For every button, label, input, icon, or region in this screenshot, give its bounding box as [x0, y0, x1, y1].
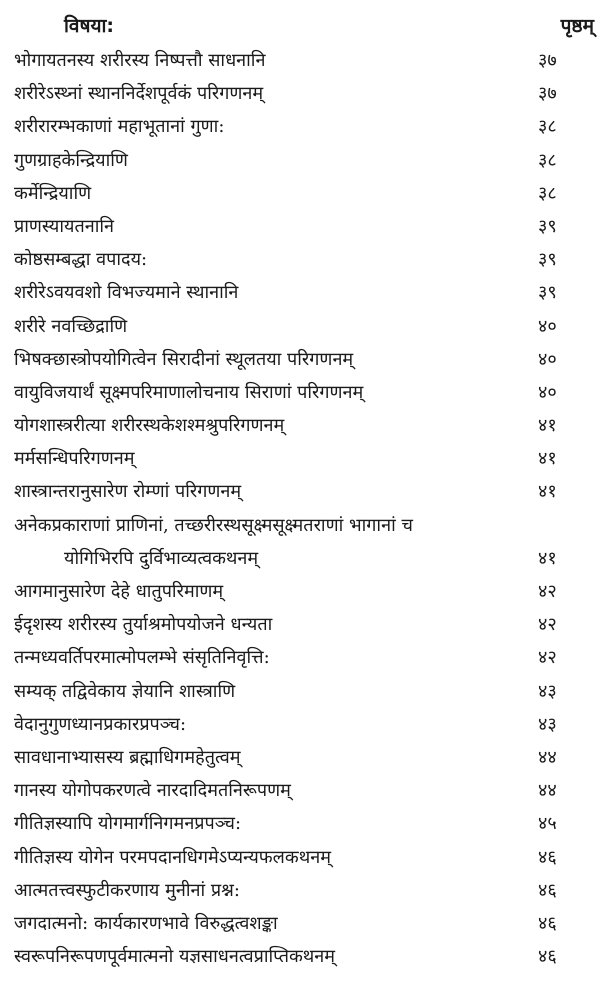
entry-title: प्राणस्यायतनानि — [14, 215, 115, 237]
entry-title: सावधानाभ्यासस्य ब्रह्माधिगमहेतुत्वम् — [14, 746, 241, 768]
contents-entry — [0, 774, 600, 807]
entry-title: आत्मतत्त्वस्फुटीकरणाय मुनीनां प्रश्न: — [14, 879, 240, 901]
entry-title: योगशास्त्ररीत्या शरीरस्थकेशश्मश्रुपरिगणनम् — [14, 415, 285, 437]
contents-entry — [0, 509, 600, 542]
entry-title: भोगायतनस्य शरीरस्य निष्पत्तौ साधनानि — [14, 50, 266, 71]
contents-entry — [0, 376, 600, 409]
contents-entry — [0, 243, 600, 276]
contents-entry — [0, 276, 600, 309]
contents-list — [0, 44, 600, 973]
contents-header — [0, 12, 600, 42]
entry-page-number: ४१ — [538, 448, 557, 470]
contents-entry — [0, 475, 600, 508]
entry-title: वायुविजयार्थं सूक्ष्मपरिमाणालोचनाय सिराणां परिगणनम् — [14, 381, 364, 403]
entry-title: मर्मसन्धिपरिगणनम् — [14, 448, 135, 470]
entry-page-number: ४० — [538, 381, 557, 403]
contents-entry — [0, 77, 600, 110]
subject-column-heading: विषया: — [64, 15, 115, 37]
entry-title: शरीरेऽवयवशो विभज्यमाने स्थानानि — [14, 282, 239, 304]
contents-entry — [0, 675, 600, 708]
contents-entry — [0, 874, 600, 907]
contents-entry — [0, 741, 600, 774]
contents-entry — [0, 841, 600, 874]
entry-page-number: ४२ — [538, 614, 557, 636]
entry-page-number: ३९ — [538, 215, 557, 237]
entry-title: गुणग्राहकेन्द्रियाणि — [14, 149, 128, 171]
entry-title: भिषक्छास्त्रोपयोगित्वेन सिरादीनां स्थूलतया परिगणनम् — [14, 348, 354, 370]
page-column-heading: पृष्ठम् — [560, 15, 594, 37]
contents-entry — [0, 442, 600, 475]
entry-page-number: ४३ — [538, 713, 557, 735]
contents-entry — [0, 907, 600, 940]
entry-title: कोष्ठसम्बद्धा वपादय: — [14, 249, 148, 271]
entry-title: गीतिज्ञस्यापि योगमार्गनिगमनप्रपञ्च: — [14, 813, 242, 835]
entry-title: स्वरूपनिरूपणपूर्वमात्मनो यज्ञसाधनत्वप्राप्तिकथनम् — [14, 946, 336, 968]
contents-entry — [0, 177, 600, 210]
entry-title: शरीरे नवच्छिद्राणि — [14, 315, 128, 337]
entry-title: वेदानुगुणध्यानप्रकारप्रपञ्च: — [14, 713, 187, 735]
entry-page-number: ४६ — [538, 846, 557, 868]
entry-title: शास्त्रान्तरानुसारेण रोम्णां परिगणनम् — [14, 481, 242, 503]
entry-page-number: ४१ — [538, 547, 557, 569]
contents-entry — [0, 343, 600, 376]
entry-page-number: ४६ — [538, 879, 557, 901]
entry-title: सम्यक् तद्विवेकाय ज्ञेयानि शास्त्राणि — [14, 680, 236, 702]
contents-entry — [0, 708, 600, 741]
entry-title: गीतिज्ञस्य योगेन परमपदानधिगमेऽप्यन्यफलकथनम् — [14, 846, 331, 868]
entry-page-number: ४२ — [538, 647, 557, 669]
entry-title: कर्मेन्द्रियाणि — [14, 182, 92, 204]
entry-title: ईदृशस्य शरीरस्य तुर्याश्रमोपयोजने धन्यता — [14, 614, 273, 636]
entry-page-number: ३८ — [538, 149, 557, 171]
entry-page-number: ४० — [538, 348, 557, 370]
entry-title: शरीरेऽस्थ्नां स्थाननिर्देशपूर्वकं परिगणनम् — [14, 83, 264, 105]
contents-entry — [0, 575, 600, 608]
contents-entry — [0, 210, 600, 243]
contents-entry — [0, 110, 600, 143]
entry-page-number: ४१ — [538, 481, 557, 503]
entry-page-number: ४६ — [538, 946, 557, 968]
entry-page-number: ४० — [538, 315, 557, 337]
contents-entry — [0, 144, 600, 177]
entry-page-number: ४४ — [538, 780, 557, 802]
entry-page-number: ४४ — [538, 746, 557, 768]
contents-entry — [0, 940, 600, 973]
entry-title: जगदात्मनो: कार्यकारणभावे विरुद्धत्वशङ्का — [14, 912, 278, 934]
entry-page-number: ४६ — [538, 912, 557, 934]
contents-entry — [0, 310, 600, 343]
entry-page-number: ३८ — [538, 116, 557, 138]
entry-title: योगिभिरपि दुर्विभाव्यत्वकथनम् — [64, 547, 259, 569]
contents-entry — [0, 542, 600, 575]
entry-title: अनेकप्रकाराणां प्राणिनां, तच्छरीरस्थसूक्ष्मसूक्ष्मतराणां भागानां च — [14, 514, 413, 536]
entry-title: गानस्य योगोपकरणत्वे नारदादिमतनिरूपणम् — [14, 780, 291, 802]
contents-entry — [0, 409, 600, 442]
contents-entry — [0, 807, 600, 840]
entry-title: तन्मध्यवर्तिपरमात्मोपलम्भे संसृतिनिवृत्ति: — [14, 647, 270, 669]
entry-page-number: ३८ — [538, 182, 557, 204]
contents-entry — [0, 44, 600, 77]
entry-page-number: ४२ — [538, 581, 557, 602]
entry-title: शरीरारम्भकाणां महाभूतानां गुणा: — [14, 116, 225, 138]
entry-page-number: ४३ — [538, 680, 557, 702]
entry-title: आगमानुसारेण देहे धातुपरिमाणम् — [14, 581, 224, 602]
entry-page-number: ३७ — [538, 50, 557, 71]
contents-entry — [0, 608, 600, 641]
entry-page-number: ४५ — [538, 813, 557, 835]
contents-entry — [0, 641, 600, 674]
entry-page-number: ३९ — [538, 249, 557, 271]
entry-page-number: ३९ — [538, 282, 557, 304]
entry-page-number: ४१ — [538, 415, 557, 437]
entry-page-number: ३७ — [538, 83, 557, 105]
